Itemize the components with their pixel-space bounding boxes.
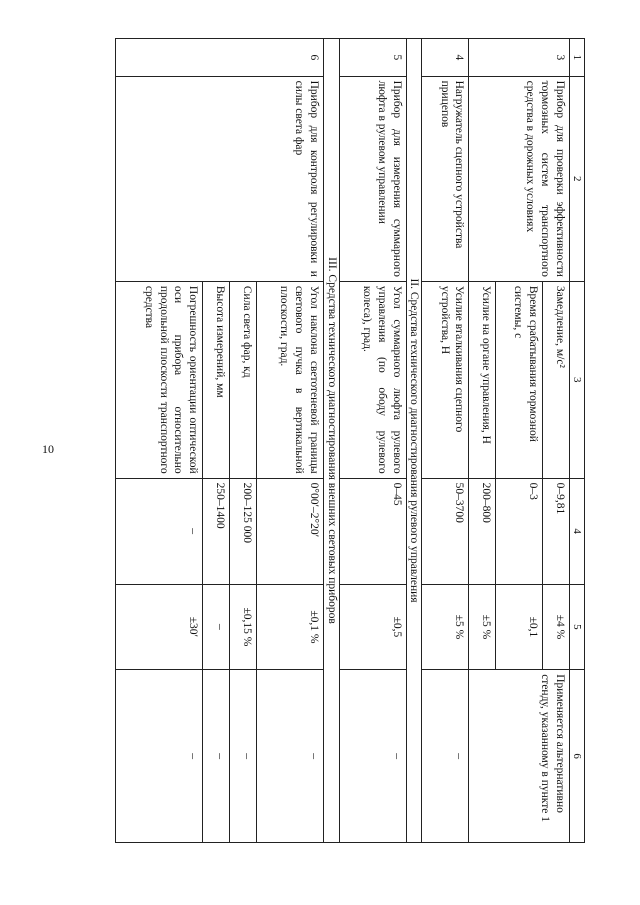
note: –: [422, 670, 469, 843]
range: 0°00′–2°20′: [256, 478, 323, 584]
row-number: 5: [339, 39, 406, 77]
section-heading: III. Средства технического диагностирования внешних световых приборов: [323, 39, 339, 843]
page-number: 10: [42, 442, 54, 456]
column-number: 2: [569, 76, 584, 281]
accuracy: ±0,1 %: [256, 584, 323, 670]
accuracy: ±5 %: [422, 584, 469, 670]
range: 0–45: [339, 478, 406, 584]
column-number: 4: [569, 478, 584, 584]
parameter: Время срабатывания тормозной системы, с: [496, 281, 543, 478]
range: 200–800: [469, 478, 496, 584]
parameter: Высота измерений, мм: [203, 281, 230, 478]
parameter: Угол суммарного люфта рулевого управления (по ободу рулевого колеса), град.: [339, 281, 406, 478]
column-number: 3: [569, 281, 584, 478]
note: –: [256, 670, 323, 843]
parameter: Погрешность ориентации оптической оси прибора относительно продольной плоскости транспортного средства: [116, 281, 203, 478]
column-number: 5: [569, 584, 584, 670]
range: 200–125 000: [229, 478, 256, 584]
table-row: [339, 39, 406, 843]
table-row: [256, 39, 323, 843]
section-heading-row: [406, 39, 422, 843]
accuracy: ±0,1: [496, 584, 543, 670]
note: –: [116, 670, 203, 843]
parameter: Замедление, м/с²: [543, 281, 570, 478]
device-name: Нагружатель сцепного устройства прицепов: [422, 76, 469, 281]
header-row: [569, 39, 584, 843]
row-number: 3: [469, 39, 570, 77]
note: –: [203, 670, 230, 843]
row-number: 4: [422, 39, 469, 77]
accuracy: ±30′: [116, 584, 203, 670]
accuracy: ±5 %: [469, 584, 496, 670]
section-heading: II. Средства технического диагностирования рулевого управления: [406, 39, 422, 843]
device-name: Прибор для измерения суммарного люфта в рулевом управлении: [339, 76, 406, 281]
range: 0–3: [496, 478, 543, 584]
range: 50–3700: [422, 478, 469, 584]
note: –: [229, 670, 256, 843]
note: Применяется альтернативно стенду, указанному в пункте 1: [469, 670, 570, 843]
parameter: Усилие вталкивания сцепного устройства, Н: [422, 281, 469, 478]
parameter: Угол наклона светотеневой границы светового пучка в вертикальной плоскости, град.: [256, 281, 323, 478]
range: 0–9,81: [543, 478, 570, 584]
accuracy: ±0,5: [339, 584, 406, 670]
range: 250–1400: [203, 478, 230, 584]
accuracy: ±0,15 %: [229, 584, 256, 670]
accuracy: ±4 %: [543, 584, 570, 670]
note: –: [339, 670, 406, 843]
device-name: Прибор для контроля регулировки и силы света фар: [116, 76, 324, 281]
column-number: 6: [569, 670, 584, 843]
column-number: 1: [569, 39, 584, 77]
equipment-table: [115, 38, 585, 843]
row-number: 6: [116, 39, 324, 77]
table-row: [422, 39, 469, 843]
section-heading-row: [323, 39, 339, 843]
range: –: [116, 478, 203, 584]
parameter: Сила света фар, кд: [229, 281, 256, 478]
device-name: Прибор для проверки эффективности тормозных систем транспортного средства в дорожных условиях: [469, 76, 570, 281]
rotated-table-page: [115, 38, 585, 843]
accuracy: –: [203, 584, 230, 670]
table-row: [543, 39, 570, 843]
parameter: Усилие на органе управления, Н: [469, 281, 496, 478]
